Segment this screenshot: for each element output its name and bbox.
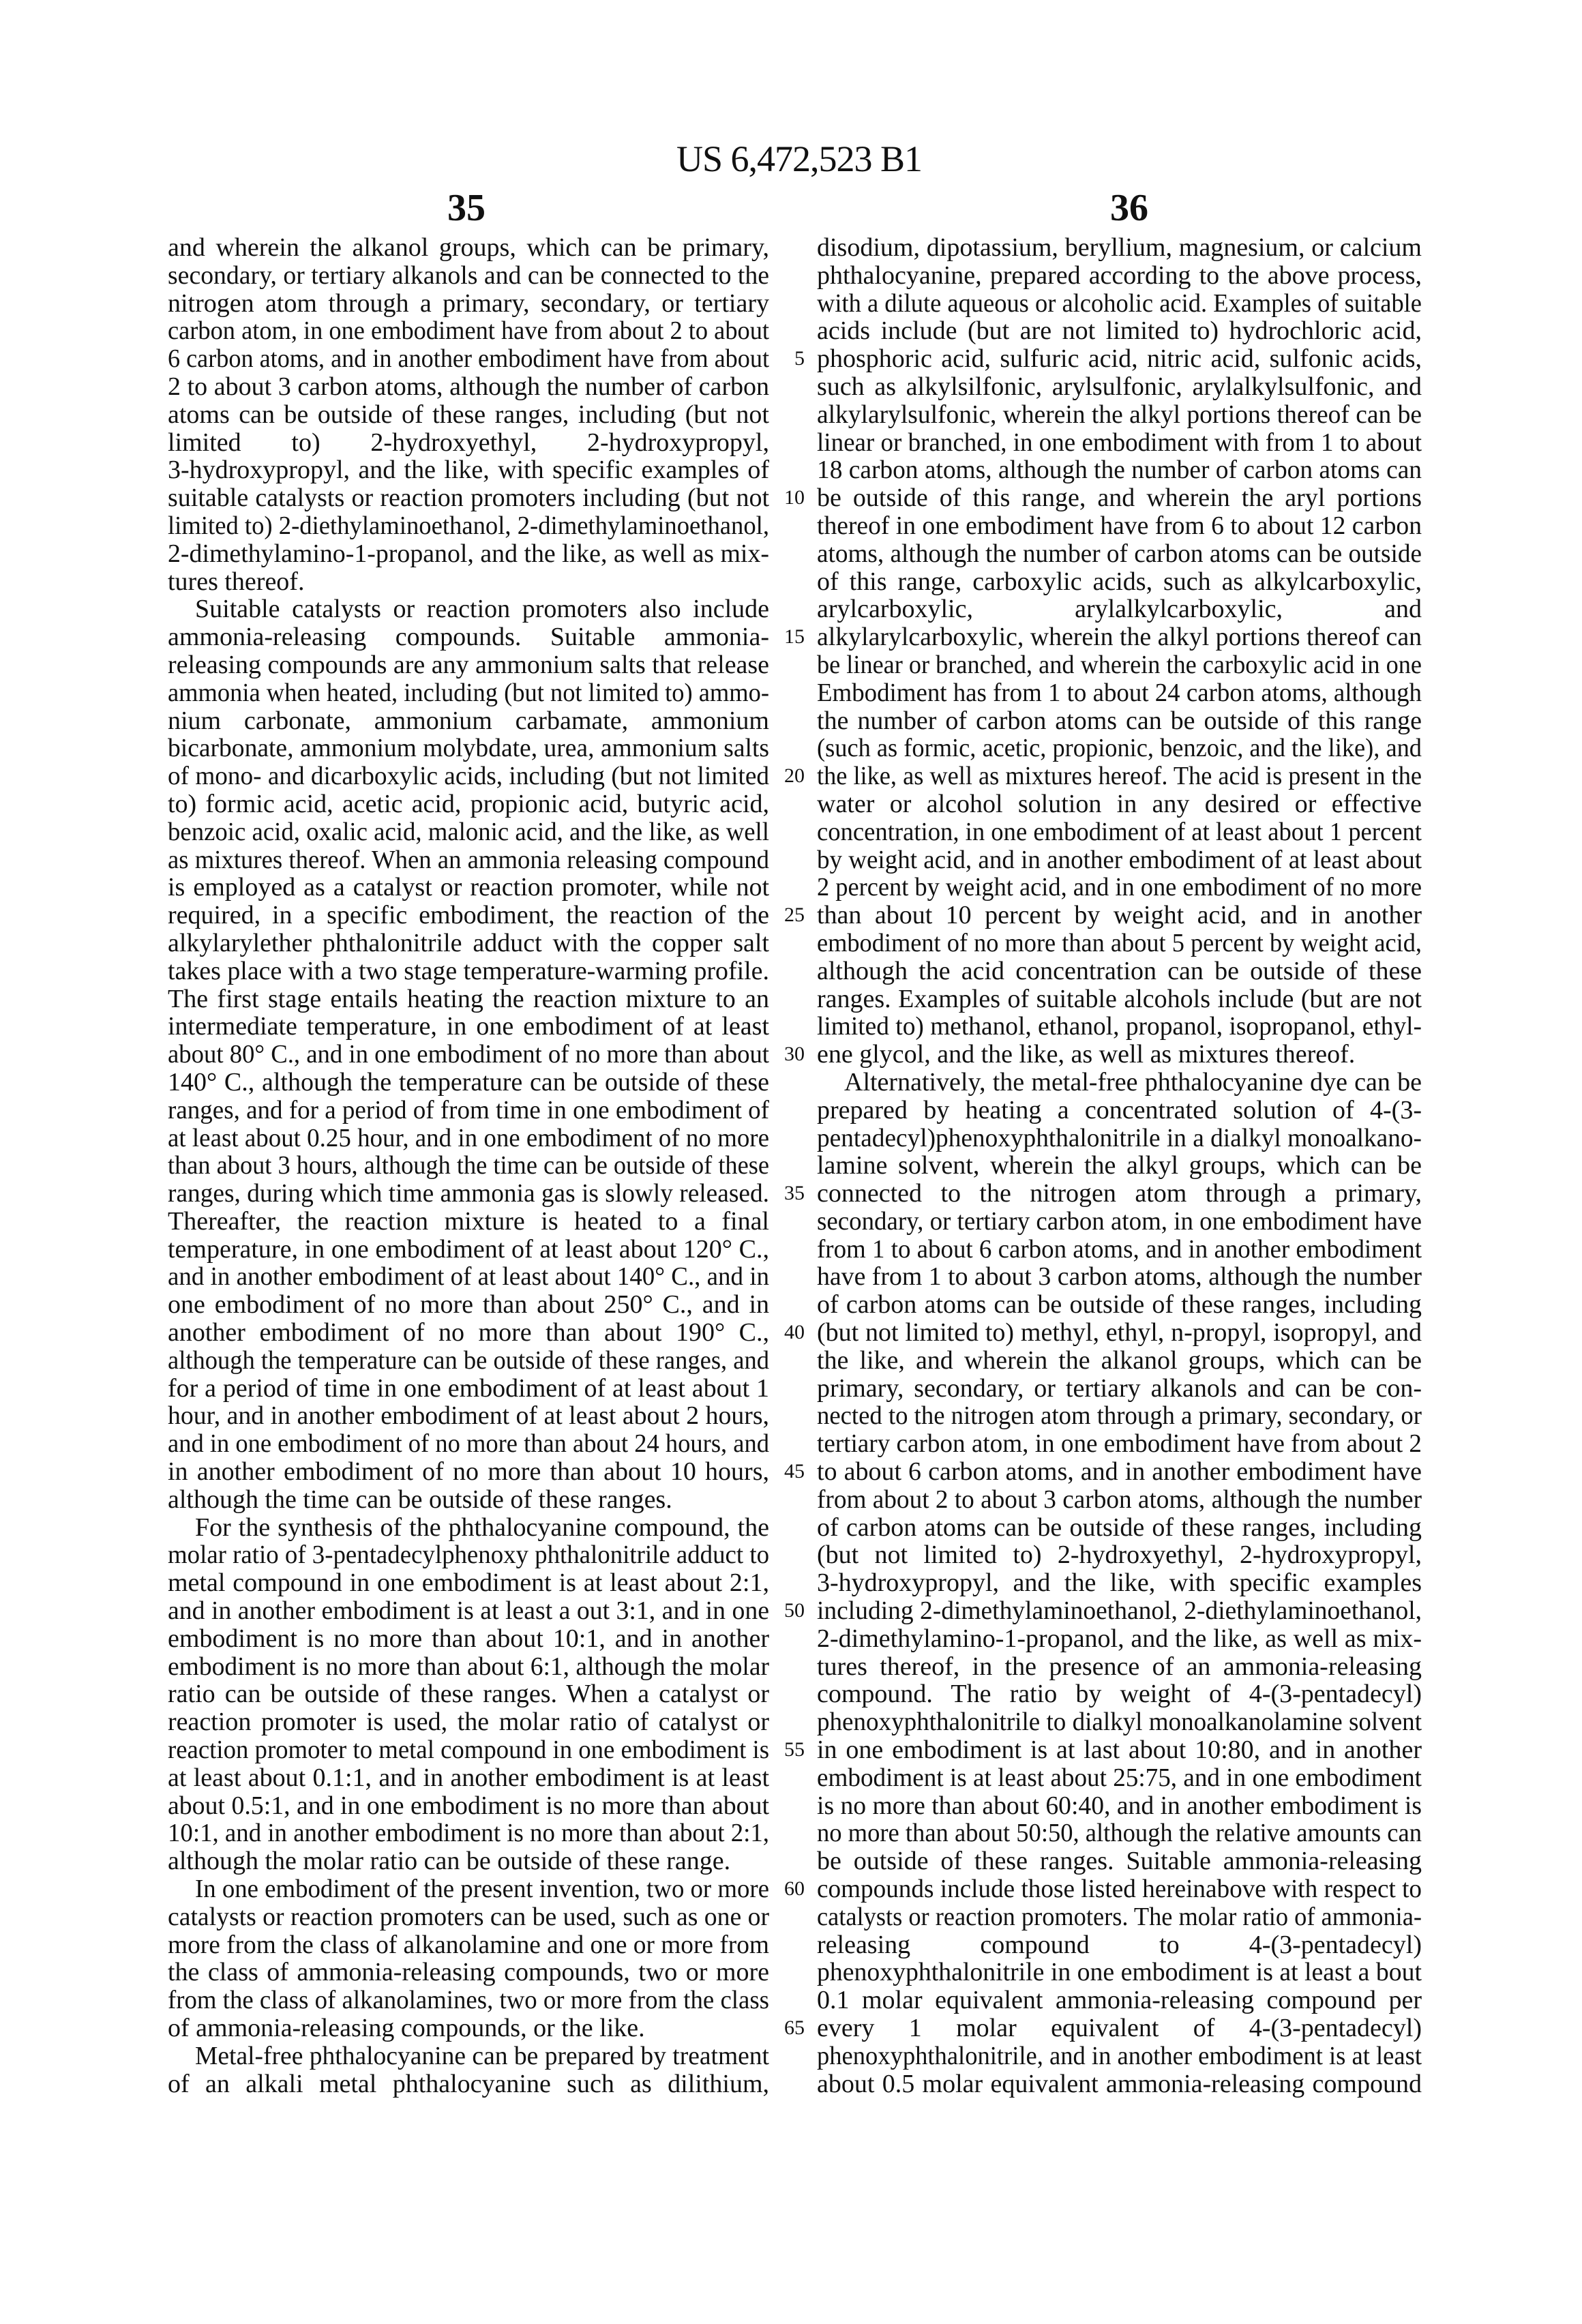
text-line [817, 902, 1422, 929]
text-line [817, 734, 1422, 762]
text-line-content: phenoxyphthalonitrile, and in another embodiment is at least [817, 2042, 1422, 2070]
text-line [168, 707, 769, 735]
text-line-content: every 1 molar equivalent of 4-(3-pentadecyl) [817, 2014, 1422, 2042]
text-line [168, 929, 769, 957]
text-line [817, 651, 1422, 679]
text-line [817, 679, 1422, 707]
text-line-content: 10:1, and in another embodiment is no more than about 2:1, [168, 1819, 769, 1847]
text-line [817, 1569, 1422, 1597]
text-line [817, 484, 1422, 512]
text-line [168, 401, 769, 429]
text-line [168, 345, 769, 373]
text-line-content: of carbon atoms can be outside of these ranges, including [817, 1291, 1422, 1319]
text-line-content: 140° C., although the temperature can be outside of these [168, 1069, 769, 1097]
text-line [817, 1708, 1422, 1736]
text-line [817, 317, 1422, 345]
text-line-content: compound. The ratio by weight of 4-(3-pentadecyl) [817, 1680, 1422, 1708]
text-line [168, 1653, 769, 1681]
text-line-content: 2 to about 3 carbon atoms, although the number of carbon [168, 373, 769, 401]
text-line-content: ranges, during which time ammonia gas is slowly released. [168, 1180, 769, 1208]
text-line [817, 290, 1422, 318]
text-line-content: ammonia when heated, including (but not limited to) ammo- [168, 679, 769, 707]
text-line [168, 1819, 769, 1847]
paragraph [168, 1875, 769, 2042]
text-line [817, 1514, 1422, 1542]
text-line [817, 957, 1422, 985]
text-line-content: with a dilute aqueous or alcoholic acid. Examples of suitable [817, 290, 1422, 318]
paragraph [168, 595, 769, 1513]
text-line-content: embodiment is no more than about 6:1, although the molar [168, 1653, 769, 1681]
text-line-content: takes place with a two stage temperature-warming profile. [168, 957, 769, 985]
text-line [168, 1180, 769, 1208]
text-line-content: connected to the nitrogen atom through a primary, [817, 1180, 1422, 1208]
line-number: 60 [775, 1875, 805, 1903]
text-line-content: the like, and wherein the alkanol groups, which can be [817, 1347, 1422, 1375]
text-line [168, 1792, 769, 1820]
line-number: 25 [775, 902, 805, 929]
text-line-content: concentration, in one embodiment of at least about 1 percent [817, 818, 1422, 846]
text-line-content: have from 1 to about 3 carbon atoms, although the number [817, 1263, 1422, 1291]
line-number: 5 [775, 345, 805, 373]
line-number: 30 [775, 1041, 805, 1069]
text-line-content: although the molar ratio can be outside of these range. [168, 1847, 730, 1875]
line-number: 10 [775, 484, 805, 512]
text-line-content: of carbon atoms can be outside of these ranges, including [817, 1514, 1422, 1542]
text-line-content: although the time can be outside of these ranges. [168, 1486, 672, 1514]
text-line-content: of an alkali metal phthalocyanine such as dilithium, [168, 2070, 769, 2098]
text-line [817, 1347, 1422, 1375]
text-line-content: ranges. Examples of suitable alcohols include (but are not [817, 985, 1422, 1013]
text-line [817, 874, 1422, 902]
text-line [168, 846, 769, 874]
paragraph [168, 1514, 769, 1875]
text-line [817, 1680, 1422, 1708]
text-line [817, 1180, 1422, 1208]
text-line [817, 1319, 1422, 1347]
text-line [817, 1458, 1422, 1486]
text-line [817, 929, 1422, 957]
text-line-content: be linear or branched, and wherein the carboxylic acid in one [817, 651, 1422, 679]
text-line-content: nitrogen atom through a primary, secondary, or tertiary [168, 290, 769, 318]
text-line [168, 985, 769, 1013]
text-line-content: than about 3 hours, although the time can be outside of these [168, 1152, 769, 1180]
text-line-content: nected to the nitrogen atom through a primary, secondary, or [817, 1402, 1422, 1430]
text-line-content: one embodiment of no more than about 250° C., and in [168, 1291, 769, 1319]
text-line-content: about 80° C., and in one embodiment of no more than about [168, 1041, 769, 1069]
paragraph [168, 2042, 769, 2098]
text-line [817, 1847, 1422, 1875]
text-line [168, 1263, 769, 1291]
text-line [817, 762, 1422, 790]
text-line [168, 595, 769, 623]
text-line-content: (but not limited to) methyl, ethyl, n-propyl, isopropyl, and [817, 1319, 1422, 1347]
text-line-content: be outside of this range, and wherein the aryl portions [817, 484, 1422, 512]
text-line-content: compounds include those listed hereinabove with respect to [817, 1875, 1422, 1903]
text-line [168, 1736, 769, 1764]
paragraph [817, 234, 1422, 1069]
text-line [168, 262, 769, 290]
text-line [817, 401, 1422, 429]
text-line-content: tures thereof. [168, 568, 304, 596]
text-line-content: 3-hydroxypropyl, and the like, with specific examples [817, 1569, 1422, 1597]
text-line-content: by weight acid, and in another embodiment of at least about [817, 846, 1422, 874]
text-line [817, 1653, 1422, 1681]
line-number: 40 [775, 1319, 805, 1347]
text-line [168, 651, 769, 679]
text-line-content: limited to) 2-hydroxyethyl, 2-hydroxypropyl, [168, 429, 769, 457]
text-line-content: limited to) 2-diethylaminoethanol, 2-dimethylaminoethanol, [168, 512, 769, 540]
text-line-content: intermediate temperature, in one embodiment of at least [168, 1013, 769, 1041]
text-line [168, 1875, 769, 1903]
text-line-content: arylcarboxylic, arylalkylcarboxylic, and [817, 595, 1422, 623]
text-line [168, 734, 769, 762]
text-line-content: about 0.5:1, and in one embodiment is no more than about [168, 1792, 769, 1820]
text-line [168, 1597, 769, 1625]
text-line [817, 846, 1422, 874]
text-line [168, 679, 769, 707]
text-line-content: 3-hydroxypropyl, and the like, with specific examples of [168, 456, 769, 484]
text-line-content: 2-dimethylamino-1-propanol, and the like, as well as mix- [817, 1625, 1422, 1653]
text-line-content: of ammonia-releasing compounds, or the like. [168, 2014, 645, 2042]
text-line [817, 790, 1422, 818]
text-line [168, 1486, 769, 1514]
text-line-content: although the temperature can be outside of these ranges, and [168, 1347, 769, 1375]
text-line [817, 1597, 1422, 1625]
text-line [168, 1625, 769, 1653]
text-line [817, 1764, 1422, 1792]
text-line-content: phenoxyphthalonitrile in one embodiment is at least a bout [817, 1958, 1422, 1986]
text-line-content: in one embodiment is at last about 10:80, and in another [817, 1736, 1422, 1764]
text-line-content: alkylarylcarboxylic, wherein the alkyl portions thereof can [817, 623, 1422, 651]
text-line-content: lamine solvent, wherein the alkyl groups, which can be [817, 1152, 1422, 1180]
text-line-content: and in another embodiment of at least about 140° C., and in [168, 1263, 769, 1291]
text-line-content: Suitable catalysts or reaction promoters also include [195, 595, 769, 623]
text-line-content: releasing compounds are any ammonium salts that release [168, 651, 769, 679]
text-line-content: temperature, in one embodiment of at least about 120° C., [168, 1236, 769, 1264]
text-line-content: alkylarylsulfonic, wherein the alkyl portions thereof can be [817, 401, 1422, 429]
patent-number: US 6,472,523 B1 [0, 139, 1582, 179]
text-line [168, 762, 769, 790]
text-line [168, 1097, 769, 1124]
text-line [168, 1402, 769, 1430]
line-number: 15 [775, 623, 805, 651]
text-line [168, 874, 769, 902]
text-column-right [817, 234, 1422, 2098]
text-line [168, 1319, 769, 1347]
text-line [168, 484, 769, 512]
text-line [817, 1375, 1422, 1403]
text-line [168, 317, 769, 345]
text-line-content: water or alcohol solution in any desired or effective [817, 790, 1422, 818]
text-line-content: 0.1 molar equivalent ammonia-releasing compound per [817, 1986, 1422, 2014]
text-line [817, 1291, 1422, 1319]
text-line-content: bicarbonate, ammonium molybdate, urea, ammonium salts [168, 734, 769, 762]
text-line-content: is no more than about 60:40, and in another embodiment is [817, 1792, 1422, 1820]
text-line [168, 1041, 769, 1069]
text-line-content: catalysts or reaction promoters can be used, such as one or [168, 1903, 769, 1931]
text-line-content: from the class of alkanolamines, two or more from the class [168, 1986, 769, 2014]
text-line-content: to) formic acid, acetic acid, propionic acid, butyric acid, [168, 790, 769, 818]
text-line-content: ammonia-releasing compounds. Suitable ammonia- [168, 623, 769, 651]
text-line-content: carbon atom, in one embodiment have from about 2 to about [168, 317, 769, 345]
text-line-content: of this range, carboxylic acids, such as alkylcarboxylic, [817, 568, 1422, 596]
text-line-content: embodiment of no more than about 5 percent by weight acid, [817, 929, 1422, 957]
text-line-content: Metal-free phthalocyanine can be prepared by treatment [195, 2042, 769, 2070]
text-line [817, 1430, 1422, 1458]
text-line [168, 456, 769, 484]
text-line-content: nium carbonate, ammonium carbamate, ammonium [168, 707, 769, 735]
text-line-content: and in another embodiment is at least a out 3:1, and in one [168, 1597, 769, 1625]
text-line-content: linear or branched, in one embodiment with from 1 to about [817, 429, 1422, 457]
text-line-content: 2 percent by weight acid, and in one embodiment of no more [817, 874, 1422, 902]
text-line-content: Thereafter, the reaction mixture is heated to a final [168, 1208, 769, 1236]
text-line-content: another embodiment of no more than about 190° C., [168, 1319, 769, 1347]
text-line [168, 1291, 769, 1319]
text-line-content: primary, secondary, or tertiary alkanols and can be con- [817, 1375, 1422, 1403]
text-line-content: from about 2 to about 3 carbon atoms, although the number [817, 1486, 1422, 1514]
text-line [168, 2070, 769, 2098]
text-line [168, 2014, 769, 2042]
text-line-content: ranges, and for a period of from time in one embodiment of [168, 1097, 769, 1124]
text-line [817, 985, 1422, 1013]
text-line [817, 1541, 1422, 1569]
text-line [168, 1236, 769, 1264]
text-line-content: of mono- and dicarboxylic acids, including (but not limited [168, 762, 769, 790]
text-line [168, 1680, 769, 1708]
text-line [817, 1486, 1422, 1514]
text-line [817, 568, 1422, 596]
text-line-content: embodiment is at least about 25:75, and in one embodiment [817, 1764, 1422, 1792]
text-line [168, 1847, 769, 1875]
text-line [168, 1013, 769, 1041]
text-line-content: and in one embodiment of no more than about 24 hours, and [168, 1430, 769, 1458]
text-line [168, 429, 769, 457]
text-line-content: prepared by heating a concentrated solution of 4-(3- [817, 1097, 1422, 1124]
text-line-content: 2-dimethylamino-1-propanol, and the like, as well as mix- [168, 540, 769, 568]
text-line [168, 1069, 769, 1097]
text-line-content: be outside of these ranges. Suitable ammonia-releasing [817, 1847, 1422, 1875]
text-line [817, 373, 1422, 401]
text-line-content: atoms can be outside of these ranges, including (but not [168, 401, 769, 429]
text-line [168, 373, 769, 401]
text-line [168, 1708, 769, 1736]
text-column-left [168, 234, 769, 2098]
text-line [817, 1124, 1422, 1152]
text-line [168, 1458, 769, 1486]
paragraph [817, 1069, 1422, 2098]
text-line [817, 429, 1422, 457]
text-line [817, 1152, 1422, 1180]
text-line [817, 1792, 1422, 1820]
text-line [817, 1625, 1422, 1653]
text-line-content: secondary, or tertiary carbon atom, in one embodiment have [817, 1208, 1422, 1236]
text-line [168, 1514, 769, 1542]
text-line-content: atoms, although the number of carbon atoms can be outside [817, 540, 1422, 568]
text-line-content: about 0.5 molar equivalent ammonia-releasing compound [817, 2070, 1422, 2098]
text-line [168, 957, 769, 985]
line-number: 50 [775, 1597, 805, 1625]
text-line [817, 1041, 1422, 1069]
text-line [817, 1097, 1422, 1124]
text-line-content: such as alkylsilfonic, arylsulfonic, arylalkylsulfonic, and [817, 373, 1422, 401]
text-line-content: catalysts or reaction promoters. The molar ratio of ammonia- [817, 1903, 1422, 1931]
text-line [817, 540, 1422, 568]
text-line-content: (but not limited to) 2-hydroxyethyl, 2-hydroxypropyl, [817, 1541, 1422, 1569]
text-line [817, 1958, 1422, 1986]
text-line-content: benzoic acid, oxalic acid, malonic acid, and the like, as well [168, 818, 769, 846]
text-line [168, 540, 769, 568]
line-number: 45 [775, 1458, 805, 1486]
text-line [817, 1931, 1422, 1959]
text-line-content: The first stage entails heating the reaction mixture to an [168, 985, 769, 1013]
text-line [817, 345, 1422, 373]
text-line [168, 902, 769, 929]
text-line-content: no more than about 50:50, although the relative amounts can [817, 1819, 1422, 1847]
text-line-content: phthalocyanine, prepared according to the above process, [817, 262, 1422, 290]
text-line-content: the class of ammonia-releasing compounds, two or more [168, 1958, 769, 1986]
text-line-content: tures thereof, in the presence of an ammonia-releasing [817, 1653, 1422, 1681]
text-line-content: molar ratio of 3-pentadecylphenoxy phthalonitrile adduct to [168, 1541, 769, 1569]
text-line-content: and wherein the alkanol groups, which can be primary, [168, 234, 769, 262]
text-line-content: although the acid concentration can be outside of these [817, 957, 1422, 985]
text-line [168, 1958, 769, 1986]
text-line [168, 1430, 769, 1458]
text-line [168, 1347, 769, 1375]
text-line-content: secondary, or tertiary alkanols and can be connected to the [168, 262, 769, 290]
text-line [168, 1375, 769, 1403]
text-line-content: to about 6 carbon atoms, and in another embodiment have [817, 1458, 1422, 1486]
text-line [168, 818, 769, 846]
text-line-content: 6 carbon atoms, and in another embodiment have from about [168, 345, 769, 373]
text-line [817, 1013, 1422, 1041]
text-line-content: embodiment is no more than about 10:1, and in another [168, 1625, 769, 1653]
text-line-content: (such as formic, acetic, propionic, benzoic, and the like), and [817, 734, 1422, 762]
text-line-content: ratio can be outside of these ranges. When a catalyst or [168, 1680, 769, 1708]
text-line-content: Alternatively, the metal-free phthalocyanine dye can be [844, 1069, 1422, 1097]
column-number-right: 36 [1061, 187, 1197, 229]
text-line [817, 623, 1422, 651]
text-line [817, 1903, 1422, 1931]
text-line-content: at least about 0.25 hour, and in one embodiment of no more [168, 1124, 769, 1152]
text-line-content: ene glycol, and the like, as well as mixtures thereof. [817, 1041, 1355, 1069]
text-line [817, 818, 1422, 846]
text-line [168, 512, 769, 540]
text-line-content: alkylarylether phthalonitrile adduct with the copper salt [168, 929, 769, 957]
text-line-content: more from the class of alkanolamine and one or more from [168, 1931, 769, 1959]
text-line-content: is employed as a catalyst or reaction promoter, while not [168, 874, 769, 902]
text-line [168, 1152, 769, 1180]
text-line [168, 1764, 769, 1792]
text-line [817, 1875, 1422, 1903]
text-line [817, 1236, 1422, 1264]
text-line-content: acids include (but are not limited to) hydrochloric acid, [817, 317, 1422, 345]
text-line [817, 595, 1422, 623]
text-line-content: limited to) methanol, ethanol, propanol, isopropanol, ethyl- [817, 1013, 1422, 1041]
text-line-content: the like, as well as mixtures hereof. The acid is present in the [817, 762, 1422, 790]
paragraph [168, 234, 769, 595]
text-line [168, 568, 769, 596]
text-line [168, 1208, 769, 1236]
line-number: 35 [775, 1180, 805, 1208]
text-line-content: required, in a specific embodiment, the reaction of the [168, 902, 769, 929]
text-line-content: suitable catalysts or reaction promoters including (but not [168, 484, 769, 512]
text-line-content: phosphoric acid, sulfuric acid, nitric acid, sulfonic acids, [817, 345, 1422, 373]
text-line-content: 18 carbon atoms, although the number of carbon atoms can [817, 456, 1422, 484]
text-line [168, 1541, 769, 1569]
text-line-content: reaction promoter to metal compound in one embodiment is [168, 1736, 769, 1764]
text-line-content: releasing compound to 4-(3-pentadecyl) [817, 1931, 1422, 1959]
text-line-content: than about 10 percent by weight acid, and in another [817, 902, 1422, 929]
text-line [817, 2014, 1422, 2042]
text-line [168, 1124, 769, 1152]
text-line-content: reaction promoter is used, the molar ratio of catalyst or [168, 1708, 769, 1736]
text-line [817, 262, 1422, 290]
text-line-content: For the synthesis of the phthalocyanine compound, the [195, 1514, 769, 1542]
text-line-content: In one embodiment of the present invention, two or more [195, 1875, 769, 1903]
text-line [168, 1569, 769, 1597]
text-line [817, 1736, 1422, 1764]
text-line [817, 2070, 1422, 2098]
text-line [168, 234, 769, 262]
text-line-content: in another embodiment of no more than about 10 hours, [168, 1458, 769, 1486]
text-line-content: the number of carbon atoms can be outside of this range [817, 707, 1422, 735]
text-line-content: at least about 0.1:1, and in another embodiment is at least [168, 1764, 769, 1792]
text-line-content: metal compound in one embodiment is at least about 2:1, [168, 1569, 769, 1597]
text-line-content: hour, and in another embodiment of at least about 2 hours, [168, 1402, 769, 1430]
text-line [817, 1069, 1422, 1097]
text-line [168, 790, 769, 818]
text-line-content: phenoxyphthalonitrile to dialkyl monoalkanolamine solvent [817, 1708, 1422, 1736]
text-line [817, 1819, 1422, 1847]
text-line [168, 290, 769, 318]
text-line-content: for a period of time in one embodiment of at least about 1 [168, 1375, 769, 1403]
text-line [817, 456, 1422, 484]
column-number-left: 35 [398, 187, 535, 229]
line-number: 55 [775, 1736, 805, 1764]
text-line [817, 1986, 1422, 2014]
text-line [817, 512, 1422, 540]
text-line [817, 1208, 1422, 1236]
text-line-content: from 1 to about 6 carbon atoms, and in another embodiment [817, 1236, 1422, 1264]
text-line-content: pentadecyl)phenoxyphthalonitrile in a dialkyl monoalkano- [817, 1124, 1422, 1152]
text-line-content: Embodiment has from 1 to about 24 carbon atoms, although [817, 679, 1422, 707]
text-line [168, 2042, 769, 2070]
text-line-content: thereof in one embodiment have from 6 to about 12 carbon [817, 512, 1422, 540]
text-line [817, 1402, 1422, 1430]
text-line-content: as mixtures thereof. When an ammonia releasing compound [168, 846, 769, 874]
text-line [168, 1931, 769, 1959]
text-line [168, 1986, 769, 2014]
line-number: 65 [775, 2014, 805, 2042]
text-line-content: tertiary carbon atom, in one embodiment have from about 2 [817, 1430, 1422, 1458]
line-number: 20 [775, 762, 805, 790]
text-line [817, 2042, 1422, 2070]
text-line [168, 623, 769, 651]
text-line-content: disodium, dipotassium, beryllium, magnesium, or calcium [817, 234, 1422, 262]
text-line [817, 707, 1422, 735]
text-line [817, 234, 1422, 262]
text-line [817, 1263, 1422, 1291]
text-line-content: including 2-dimethylaminoethanol, 2-diethylaminoethanol, [817, 1597, 1422, 1625]
text-line [168, 1903, 769, 1931]
